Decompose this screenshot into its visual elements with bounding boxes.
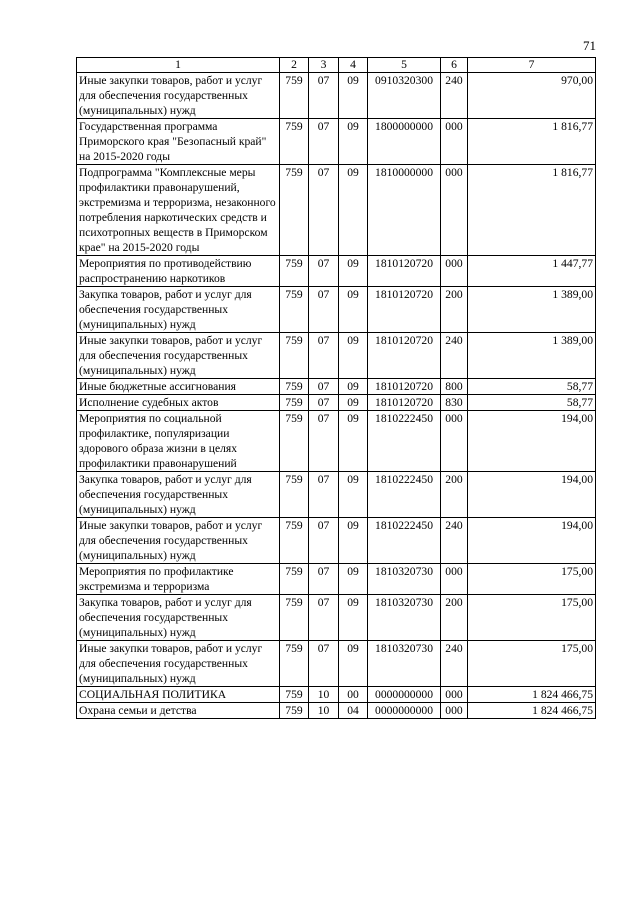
col-header-1: 1 bbox=[77, 58, 280, 73]
table-row bbox=[77, 165, 596, 256]
row-target-code: 1810320730 bbox=[368, 595, 441, 641]
row-section-code: 07 bbox=[309, 595, 339, 641]
row-section-code: 10 bbox=[309, 687, 339, 703]
table-row bbox=[77, 411, 596, 472]
row-subsection-code: 09 bbox=[339, 333, 368, 379]
table-row bbox=[77, 119, 596, 165]
row-amount: 58,77 bbox=[468, 395, 596, 411]
table-row bbox=[77, 472, 596, 518]
row-ved-code: 759 bbox=[280, 687, 309, 703]
row-target-code: 1810222450 bbox=[368, 411, 441, 472]
col-header-5: 5 bbox=[368, 58, 441, 73]
row-expense-type-code: 000 bbox=[441, 411, 468, 472]
row-expense-type-code: 830 bbox=[441, 395, 468, 411]
row-amount: 1 389,00 bbox=[468, 287, 596, 333]
row-target-code: 1810120720 bbox=[368, 333, 441, 379]
row-expense-type-code: 000 bbox=[441, 564, 468, 595]
row-ved-code: 759 bbox=[280, 395, 309, 411]
row-subsection-code: 09 bbox=[339, 472, 368, 518]
table-row bbox=[77, 703, 596, 719]
row-section-code: 07 bbox=[309, 119, 339, 165]
row-ved-code: 759 bbox=[280, 595, 309, 641]
row-expense-type-code: 240 bbox=[441, 641, 468, 687]
row-subsection-code: 09 bbox=[339, 256, 368, 287]
row-amount: 1 816,77 bbox=[468, 119, 596, 165]
row-name: Иные закупки товаров, работ и услуг для обеспечения государственных (муниципальных) нужд bbox=[77, 73, 280, 119]
table-row bbox=[77, 564, 596, 595]
row-name: Мероприятия по профилактике экстремизма и терроризма bbox=[77, 564, 280, 595]
row-expense-type-code: 240 bbox=[441, 518, 468, 564]
col-header-7: 7 bbox=[468, 58, 596, 73]
row-subsection-code: 09 bbox=[339, 411, 368, 472]
row-subsection-code: 09 bbox=[339, 595, 368, 641]
table-row bbox=[77, 256, 596, 287]
table-row bbox=[77, 333, 596, 379]
row-section-code: 07 bbox=[309, 411, 339, 472]
row-expense-type-code: 200 bbox=[441, 472, 468, 518]
row-expense-type-code: 000 bbox=[441, 256, 468, 287]
row-ved-code: 759 bbox=[280, 411, 309, 472]
row-section-code: 10 bbox=[309, 703, 339, 719]
row-target-code: 1810000000 bbox=[368, 165, 441, 256]
col-header-6: 6 bbox=[441, 58, 468, 73]
table-row bbox=[77, 687, 596, 703]
row-subsection-code: 09 bbox=[339, 564, 368, 595]
row-subsection-code: 09 bbox=[339, 641, 368, 687]
row-amount: 1 824 466,75 bbox=[468, 687, 596, 703]
row-target-code: 1810120720 bbox=[368, 379, 441, 395]
row-amount: 175,00 bbox=[468, 595, 596, 641]
row-section-code: 07 bbox=[309, 564, 339, 595]
col-header-3: 3 bbox=[309, 58, 339, 73]
row-amount: 1 816,77 bbox=[468, 165, 596, 256]
row-target-code: 1810222450 bbox=[368, 518, 441, 564]
row-expense-type-code: 240 bbox=[441, 73, 468, 119]
row-expense-type-code: 200 bbox=[441, 595, 468, 641]
row-section-code: 07 bbox=[309, 379, 339, 395]
row-expense-type-code: 000 bbox=[441, 165, 468, 256]
row-ved-code: 759 bbox=[280, 333, 309, 379]
row-ved-code: 759 bbox=[280, 518, 309, 564]
table-row bbox=[77, 595, 596, 641]
row-name: Мероприятия по социальной профилактике, популяризации здорового образа жизни в целях профилактики правонарушений bbox=[77, 411, 280, 472]
row-amount: 194,00 bbox=[468, 518, 596, 564]
row-section-code: 07 bbox=[309, 518, 339, 564]
row-name: Государственная программа Приморского края "Безопасный край" на 2015-2020 годы bbox=[77, 119, 280, 165]
row-section-code: 07 bbox=[309, 333, 339, 379]
row-target-code: 1810222450 bbox=[368, 472, 441, 518]
row-target-code: 1810320730 bbox=[368, 564, 441, 595]
row-subsection-code: 09 bbox=[339, 119, 368, 165]
row-amount: 175,00 bbox=[468, 641, 596, 687]
row-amount: 175,00 bbox=[468, 564, 596, 595]
row-subsection-code: 09 bbox=[339, 379, 368, 395]
col-header-2: 2 bbox=[280, 58, 309, 73]
row-name: Подпрограмма "Комплексные меры профилактики правонарушений, экстремизма и терроризма, незаконного потребления наркотических средств и психотропных веществ в Приморском крае" на 2015-2020 годы bbox=[77, 165, 280, 256]
row-section-code: 07 bbox=[309, 395, 339, 411]
row-target-code: 1810320730 bbox=[368, 641, 441, 687]
row-expense-type-code: 000 bbox=[441, 119, 468, 165]
row-name: Иные закупки товаров, работ и услуг для обеспечения государственных (муниципальных) нужд bbox=[77, 518, 280, 564]
row-ved-code: 759 bbox=[280, 73, 309, 119]
row-amount: 194,00 bbox=[468, 472, 596, 518]
header-row bbox=[77, 58, 596, 73]
row-section-code: 07 bbox=[309, 472, 339, 518]
row-subsection-code: 09 bbox=[339, 73, 368, 119]
row-name: Исполнение судебных актов bbox=[77, 395, 280, 411]
table-row bbox=[77, 379, 596, 395]
row-subsection-code: 09 bbox=[339, 518, 368, 564]
row-target-code: 0000000000 bbox=[368, 687, 441, 703]
row-ved-code: 759 bbox=[280, 165, 309, 256]
table-row bbox=[77, 73, 596, 119]
row-ved-code: 759 bbox=[280, 256, 309, 287]
row-name: Закупка товаров, работ и услуг для обеспечения государственных (муниципальных) нужд bbox=[77, 472, 280, 518]
row-subsection-code: 09 bbox=[339, 165, 368, 256]
table-row bbox=[77, 395, 596, 411]
row-name: Мероприятия по противодействию распространению наркотиков bbox=[77, 256, 280, 287]
row-section-code: 07 bbox=[309, 256, 339, 287]
row-amount: 194,00 bbox=[468, 411, 596, 472]
row-name: Закупка товаров, работ и услуг для обеспечения государственных (муниципальных) нужд bbox=[77, 595, 280, 641]
row-section-code: 07 bbox=[309, 73, 339, 119]
row-expense-type-code: 000 bbox=[441, 703, 468, 719]
row-ved-code: 759 bbox=[280, 472, 309, 518]
row-ved-code: 759 bbox=[280, 641, 309, 687]
row-expense-type-code: 240 bbox=[441, 333, 468, 379]
table-row bbox=[77, 641, 596, 687]
row-name: СОЦИАЛЬНАЯ ПОЛИТИКА bbox=[77, 687, 280, 703]
row-amount: 1 447,77 bbox=[468, 256, 596, 287]
row-amount: 1 824 466,75 bbox=[468, 703, 596, 719]
row-expense-type-code: 000 bbox=[441, 687, 468, 703]
row-target-code: 1800000000 bbox=[368, 119, 441, 165]
row-expense-type-code: 200 bbox=[441, 287, 468, 333]
row-name: Охрана семьи и детства bbox=[77, 703, 280, 719]
row-ved-code: 759 bbox=[280, 703, 309, 719]
row-target-code: 0910320300 bbox=[368, 73, 441, 119]
row-section-code: 07 bbox=[309, 165, 339, 256]
row-expense-type-code: 800 bbox=[441, 379, 468, 395]
row-amount: 1 389,00 bbox=[468, 333, 596, 379]
table-row bbox=[77, 287, 596, 333]
table-row bbox=[77, 518, 596, 564]
row-target-code: 1810120720 bbox=[368, 287, 441, 333]
row-subsection-code: 00 bbox=[339, 687, 368, 703]
budget-table bbox=[76, 57, 596, 719]
row-name: Закупка товаров, работ и услуг для обеспечения государственных (муниципальных) нужд bbox=[77, 287, 280, 333]
row-target-code: 1810120720 bbox=[368, 395, 441, 411]
row-target-code: 1810120720 bbox=[368, 256, 441, 287]
row-subsection-code: 09 bbox=[339, 395, 368, 411]
row-name: Иные закупки товаров, работ и услуг для обеспечения государственных (муниципальных) нужд bbox=[77, 641, 280, 687]
row-subsection-code: 09 bbox=[339, 287, 368, 333]
row-ved-code: 759 bbox=[280, 379, 309, 395]
row-amount: 970,00 bbox=[468, 73, 596, 119]
page-number: 71 bbox=[583, 38, 596, 53]
row-section-code: 07 bbox=[309, 287, 339, 333]
row-ved-code: 759 bbox=[280, 287, 309, 333]
row-target-code: 0000000000 bbox=[368, 703, 441, 719]
row-ved-code: 759 bbox=[280, 119, 309, 165]
col-header-4: 4 bbox=[339, 58, 368, 73]
row-section-code: 07 bbox=[309, 641, 339, 687]
row-subsection-code: 04 bbox=[339, 703, 368, 719]
row-name: Иные бюджетные ассигнования bbox=[77, 379, 280, 395]
row-amount: 58,77 bbox=[468, 379, 596, 395]
row-ved-code: 759 bbox=[280, 564, 309, 595]
row-name: Иные закупки товаров, работ и услуг для обеспечения государственных (муниципальных) нужд bbox=[77, 333, 280, 379]
